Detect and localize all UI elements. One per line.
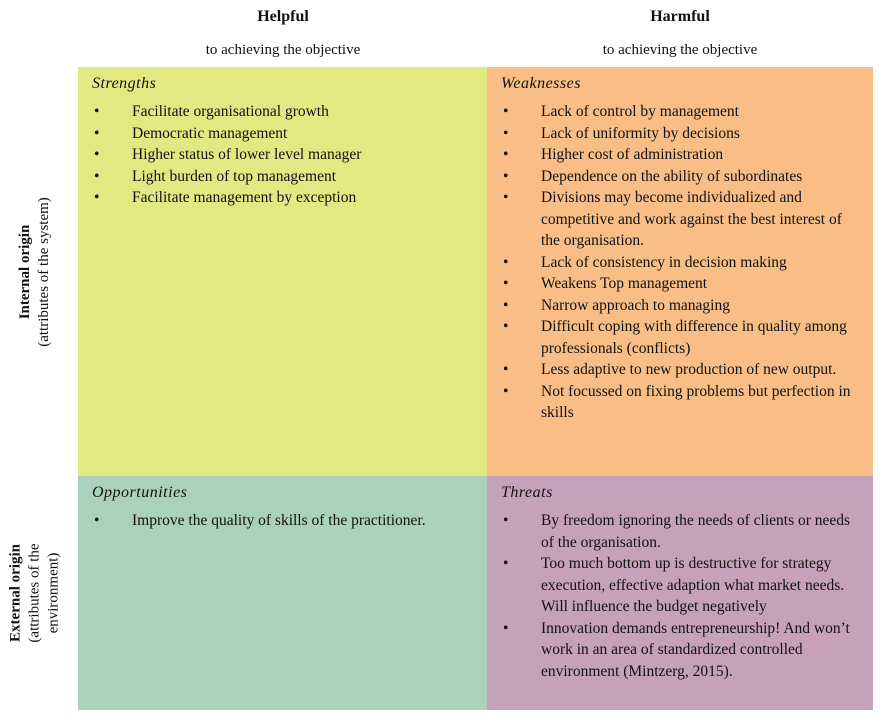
bullet-icon: • (94, 103, 100, 120)
threats-list (501, 510, 859, 682)
weakness-item (501, 101, 859, 123)
column-header-harmful (480, 0, 880, 66)
quadrant-title-opportunities: Opportunities (92, 484, 188, 501)
bullet-icon: • (503, 189, 509, 206)
weakness-item-text: Narrow approach to managing (541, 296, 730, 314)
quadrant-title-strengths: Strengths (92, 75, 157, 92)
bullet-icon: • (503, 124, 509, 142)
threat-item-text: Too much bottom up is destructive for strategy execution, effective adaption what market needs. Will influence the budget negatively (541, 555, 845, 615)
quadrant-title-threats: Threats (501, 484, 553, 501)
weakness-item (501, 359, 859, 381)
strength-item-text: Facilitate organisational growth (132, 103, 329, 120)
quadrant-weaknesses (487, 67, 873, 476)
bullet-icon: • (94, 124, 100, 142)
weaknesses-list (501, 101, 859, 424)
weakness-item (501, 273, 859, 295)
threat-item (501, 553, 859, 618)
bullet-icon: • (503, 296, 509, 314)
threat-item (501, 618, 859, 683)
row-subtitle-external-1: (attributes of the (26, 543, 43, 643)
bullet-icon: • (503, 555, 509, 572)
weakness-item (501, 316, 859, 359)
row-title-internal: Internal origin (17, 224, 33, 319)
opportunity-item-text: Improve the quality of skills of the practitioner. (132, 512, 426, 529)
row-subtitle-internal: (attributes of the system) (36, 196, 52, 347)
weakness-item-text: Dependence on the ability of subordinates (541, 167, 803, 185)
weakness-item (501, 252, 859, 274)
weakness-item-text: Weakens Top management (541, 275, 708, 292)
column-header-helpful (83, 0, 483, 66)
opportunities-list (92, 510, 473, 532)
bullet-icon: • (503, 512, 509, 529)
strength-item (92, 144, 473, 166)
bullet-icon: • (94, 146, 100, 163)
quadrant-title-weaknesses: Weaknesses (501, 75, 581, 92)
weakness-item (501, 295, 859, 317)
weakness-item-text: Higher cost of administration (541, 146, 724, 163)
column-title-harmful: Harmful (650, 8, 710, 25)
row-header-internal (0, 67, 70, 476)
quadrant-threats (487, 476, 873, 710)
weakness-item-text: Lack of control by management (541, 103, 739, 120)
bullet-icon: • (94, 512, 100, 529)
weakness-item-text: Divisions may become individualized and competitive and work against the best interest of the organisation. (541, 189, 842, 249)
row-title-external: External origin (7, 544, 24, 642)
weakness-item (501, 166, 859, 188)
strength-item (92, 101, 473, 123)
strength-item-text: Higher status of lower level manager (132, 146, 362, 163)
bullet-icon: • (503, 146, 509, 163)
bullet-icon: • (94, 189, 100, 206)
weakness-item (501, 123, 859, 145)
bullet-icon: • (503, 318, 509, 335)
bullet-icon: • (503, 167, 509, 185)
bullet-icon: • (503, 103, 509, 120)
weakness-item (501, 381, 859, 424)
weakness-item-text: Lack of uniformity by decisions (541, 124, 740, 142)
quadrant-strengths (78, 67, 487, 476)
bullet-icon: • (503, 382, 509, 400)
bullet-icon: • (503, 253, 509, 271)
weakness-item-text: Lack of consistency in decision making (541, 253, 787, 271)
opportunity-item (92, 510, 473, 532)
weakness-item-text: Difficult coping with difference in quality among professionals (conflicts) (541, 318, 847, 357)
strength-item-text: Democratic management (132, 124, 288, 142)
weakness-item (501, 187, 859, 252)
weakness-item (501, 144, 859, 166)
column-subtitle-harmful: to achieving the objective (602, 42, 758, 58)
bullet-icon: • (503, 275, 509, 292)
strength-item-text: Light burden of top management (132, 167, 337, 185)
quadrant-opportunities (78, 476, 487, 710)
row-subtitle-external-2: environment) (45, 552, 62, 634)
weakness-item-text: Not focussed on fixing problems but perfection in skills (541, 382, 851, 421)
threat-item (501, 510, 859, 553)
strengths-list (92, 101, 473, 209)
row-header-external (0, 476, 70, 710)
strength-item (92, 187, 473, 209)
threat-item-text: Innovation demands entrepreneurship! And won’t work in an area of standardized controlled environment (Mintzerg, 2015). (541, 619, 850, 680)
strength-item (92, 123, 473, 145)
bullet-icon: • (503, 619, 509, 637)
column-title-helpful: Helpful (257, 8, 309, 25)
bullet-icon: • (94, 167, 100, 185)
threat-item-text: By freedom ignoring the needs of clients or needs of the organisation. (541, 512, 851, 551)
strength-item (92, 166, 473, 188)
bullet-icon: • (503, 361, 509, 378)
column-subtitle-helpful: to achieving the objective (205, 42, 361, 58)
strength-item-text: Facilitate management by exception (132, 189, 357, 206)
weakness-item-text: Less adaptive to new production of new output. (541, 361, 837, 378)
